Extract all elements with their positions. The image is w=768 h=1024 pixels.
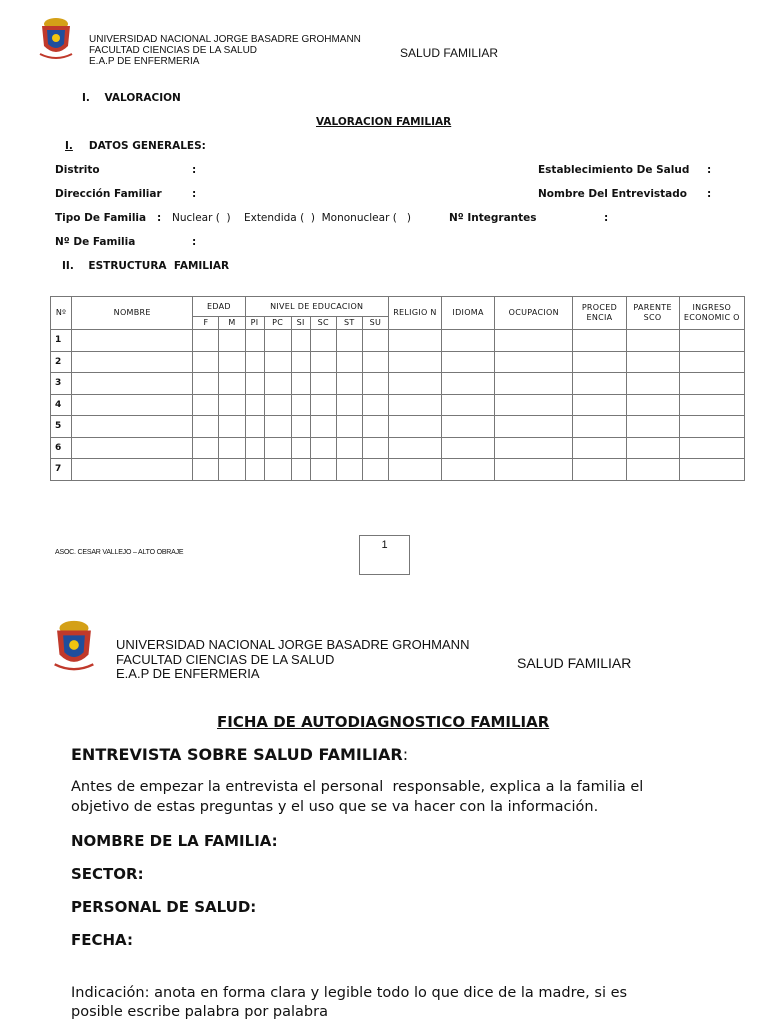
- table-row: [51, 394, 745, 416]
- th-m: M: [219, 317, 245, 330]
- general-heading: [65, 140, 206, 152]
- table-cell[interactable]: [573, 394, 626, 416]
- label-family-name: NOMBRE DE LA FAMILIA:: [71, 832, 278, 850]
- th-ingreso: INGRESO ECONOMIC O: [679, 297, 744, 330]
- table-cell[interactable]: [193, 459, 219, 481]
- table-cell[interactable]: [219, 373, 245, 395]
- table-cell[interactable]: [245, 351, 264, 373]
- label-integrantes: Nº Integrantes: [449, 212, 537, 224]
- colon-direccion: :: [192, 188, 197, 200]
- table-cell[interactable]: [245, 437, 264, 459]
- table-cell[interactable]: [291, 351, 310, 373]
- interview-heading-colon: :: [402, 745, 409, 764]
- tipo-familia-options: Nuclear ( ) Extendida ( ) Mononuclear ( ): [172, 212, 411, 224]
- ficha-title: FICHA DE AUTODIAGNOSTICO FAMILIAR: [217, 713, 550, 731]
- header-school-2: E.A.P DE ENFERMERIA: [116, 666, 260, 681]
- table-cell[interactable]: [442, 373, 495, 395]
- table-cell[interactable]: [291, 459, 310, 481]
- th-pc: PC: [264, 317, 291, 330]
- table-cell[interactable]: [626, 437, 679, 459]
- table-cell[interactable]: [388, 394, 441, 416]
- table-cell[interactable]: [291, 373, 310, 395]
- row-number: 3: [51, 373, 72, 395]
- table-cell[interactable]: [495, 330, 573, 352]
- table-cell[interactable]: [495, 373, 573, 395]
- table-cell[interactable]: [388, 437, 441, 459]
- table-cell[interactable]: [336, 394, 362, 416]
- interview-heading-text: ENTREVISTA SOBRE SALUD FAMILIAR: [71, 745, 403, 764]
- table-row: [51, 459, 745, 481]
- table-cell[interactable]: [336, 459, 362, 481]
- label-fecha: FECHA:: [71, 931, 133, 949]
- table-cell[interactable]: [310, 373, 336, 395]
- header-right-title: SALUD FAMILIAR: [400, 46, 499, 60]
- table-cell[interactable]: [626, 394, 679, 416]
- table-cell[interactable]: [264, 437, 291, 459]
- header-university: UNIVERSIDAD NACIONAL JORGE BASADRE GROHMANN: [89, 34, 361, 45]
- table-cell[interactable]: [72, 437, 193, 459]
- table-row: [51, 373, 745, 395]
- table-cell[interactable]: [679, 394, 744, 416]
- table-cell[interactable]: [442, 459, 495, 481]
- table-cell[interactable]: [362, 459, 388, 481]
- table-cell[interactable]: [264, 330, 291, 352]
- table-cell[interactable]: [679, 416, 744, 438]
- table-cell[interactable]: [245, 373, 264, 395]
- th-su: SU: [362, 317, 388, 330]
- row-number: 2: [51, 351, 72, 373]
- page-number: 1: [381, 539, 388, 551]
- table-cell[interactable]: [573, 330, 626, 352]
- colon-integrantes: :: [604, 212, 609, 224]
- table-cell[interactable]: [626, 373, 679, 395]
- table-cell[interactable]: [219, 416, 245, 438]
- colon-num-familia: :: [192, 236, 197, 248]
- table-cell[interactable]: [679, 330, 744, 352]
- th-sc: SC: [310, 317, 336, 330]
- table-cell[interactable]: [388, 330, 441, 352]
- th-pi: PI: [245, 317, 264, 330]
- table-cell[interactable]: [72, 351, 193, 373]
- table-row: [51, 437, 745, 459]
- table-cell[interactable]: [310, 416, 336, 438]
- form-title: VALORACION FAMILIAR: [316, 116, 452, 128]
- table-cell[interactable]: [219, 459, 245, 481]
- table-cell[interactable]: [495, 459, 573, 481]
- table-row: [51, 351, 745, 373]
- th-procedencia: PROCED ENCIA: [573, 297, 626, 330]
- indication-line-1: Indicación: anota en forma clara y legible todo lo que dice de la madre, si es: [71, 985, 628, 1001]
- general-heading-num: I.: [65, 140, 73, 152]
- table-cell[interactable]: [193, 437, 219, 459]
- th-idioma: IDIOMA: [442, 297, 495, 330]
- table-row: [51, 416, 745, 438]
- th-st: ST: [336, 317, 362, 330]
- table-cell[interactable]: [442, 351, 495, 373]
- table-cell[interactable]: [362, 416, 388, 438]
- table-cell[interactable]: [193, 351, 219, 373]
- table-cell[interactable]: [573, 459, 626, 481]
- th-religion: RELIGIO N: [388, 297, 441, 330]
- row-number: 6: [51, 437, 72, 459]
- structure-heading: II. ESTRUCTURA FAMILIAR: [62, 260, 230, 272]
- table-cell[interactable]: [362, 330, 388, 352]
- table-cell[interactable]: [291, 416, 310, 438]
- table-cell[interactable]: [388, 351, 441, 373]
- interview-heading: [71, 745, 408, 764]
- table-cell[interactable]: [264, 459, 291, 481]
- intro-line-2: objetivo de estas preguntas y el uso que se va hacer con la información.: [71, 799, 599, 815]
- table-cell[interactable]: [336, 351, 362, 373]
- colon-establecimiento: :: [707, 164, 712, 176]
- table-cell[interactable]: [193, 330, 219, 352]
- th-parentesco: PARENTE SCO: [626, 297, 679, 330]
- table-cell[interactable]: [679, 373, 744, 395]
- th-nombre: NOMBRE: [72, 297, 193, 330]
- header-faculty-2: FACULTAD CIENCIAS DE LA SALUD: [116, 652, 335, 667]
- header-university-2: UNIVERSIDAD NACIONAL JORGE BASADRE GROHMANN: [116, 637, 470, 652]
- header-right-title-2: SALUD FAMILIAR: [517, 655, 632, 671]
- table-cell[interactable]: [310, 459, 336, 481]
- footer-association: ASOC. CESAR VALLEJO – ALTO OBRAJE: [55, 549, 184, 556]
- table-cell[interactable]: [362, 373, 388, 395]
- table-body: [51, 330, 745, 481]
- university-logo: [36, 14, 76, 62]
- colon-entrevistado: :: [707, 188, 712, 200]
- table-cell[interactable]: [388, 416, 441, 438]
- general-heading-text: DATOS GENERALES:: [88, 140, 206, 152]
- table-row: [51, 330, 745, 352]
- th-ocupacion: OCUPACION: [495, 297, 573, 330]
- table-cell[interactable]: [626, 330, 679, 352]
- header-faculty: FACULTAD CIENCIAS DE LA SALUD: [89, 45, 258, 56]
- table-cell[interactable]: [495, 394, 573, 416]
- table-cell[interactable]: [264, 373, 291, 395]
- table-cell[interactable]: [573, 437, 626, 459]
- table-cell[interactable]: [362, 351, 388, 373]
- table-cell[interactable]: [245, 330, 264, 352]
- table-cell[interactable]: [336, 416, 362, 438]
- table-cell[interactable]: [495, 351, 573, 373]
- table-cell[interactable]: [291, 437, 310, 459]
- intro-line-1: Antes de empezar la entrevista el personal responsable, explica a la familia el: [71, 779, 644, 795]
- table-cell[interactable]: [310, 437, 336, 459]
- table-cell[interactable]: [495, 416, 573, 438]
- table-cell[interactable]: [362, 394, 388, 416]
- label-distrito: Distrito: [55, 164, 100, 176]
- table-cell[interactable]: [193, 373, 219, 395]
- table-cell[interactable]: [310, 394, 336, 416]
- table-cell[interactable]: [291, 330, 310, 352]
- table-cell[interactable]: [72, 459, 193, 481]
- table-cell[interactable]: [336, 330, 362, 352]
- table-cell[interactable]: [362, 437, 388, 459]
- label-personal-salud: PERSONAL DE SALUD:: [71, 898, 257, 916]
- table-cell[interactable]: [442, 437, 495, 459]
- th-nivel-educacion: NIVEL DE EDUCACION: [245, 297, 388, 317]
- row-number: 5: [51, 416, 72, 438]
- table-cell[interactable]: [193, 416, 219, 438]
- th-num: Nº: [51, 297, 72, 330]
- table-cell[interactable]: [72, 394, 193, 416]
- family-structure-table: [50, 296, 745, 481]
- table-cell[interactable]: [72, 373, 193, 395]
- colon-distrito: :: [192, 164, 197, 176]
- table-cell[interactable]: [193, 394, 219, 416]
- label-direccion: Dirección Familiar: [55, 188, 162, 200]
- table-cell[interactable]: [264, 351, 291, 373]
- table-cell[interactable]: [679, 437, 744, 459]
- th-f: F: [193, 317, 219, 330]
- page-number-box: [359, 535, 410, 575]
- row-number: 1: [51, 330, 72, 352]
- table-cell[interactable]: [219, 330, 245, 352]
- th-edad: EDAD: [193, 297, 245, 317]
- label-tipo-familia: Tipo De Familia: [55, 212, 147, 224]
- table-cell[interactable]: [219, 437, 245, 459]
- table-cell[interactable]: [264, 416, 291, 438]
- table-cell[interactable]: [442, 416, 495, 438]
- section-heading-valoracion: I. VALORACION: [82, 92, 181, 104]
- table-cell[interactable]: [245, 416, 264, 438]
- colon-tipo: :: [157, 212, 162, 224]
- table-cell[interactable]: [219, 394, 245, 416]
- table-cell[interactable]: [626, 459, 679, 481]
- table-cell[interactable]: [573, 351, 626, 373]
- table-cell[interactable]: [336, 437, 362, 459]
- table-cell[interactable]: [245, 459, 264, 481]
- label-num-familia: Nº De Familia: [55, 236, 136, 248]
- row-number: 7: [51, 459, 72, 481]
- table-cell[interactable]: [72, 330, 193, 352]
- table-cell[interactable]: [495, 437, 573, 459]
- table-cell[interactable]: [573, 373, 626, 395]
- table-cell[interactable]: [219, 351, 245, 373]
- table-cell[interactable]: [388, 459, 441, 481]
- table-cell[interactable]: [388, 373, 441, 395]
- table-cell[interactable]: [264, 394, 291, 416]
- table-cell[interactable]: [310, 351, 336, 373]
- table-cell[interactable]: [336, 373, 362, 395]
- row-number: 4: [51, 394, 72, 416]
- label-establecimiento: Establecimiento De Salud: [538, 164, 690, 176]
- table-cell[interactable]: [245, 394, 264, 416]
- university-logo: [48, 616, 100, 674]
- table-cell[interactable]: [310, 330, 336, 352]
- table-cell[interactable]: [626, 351, 679, 373]
- table-cell[interactable]: [573, 416, 626, 438]
- indication-line-2: posible escribe palabra por palabra: [71, 1004, 328, 1020]
- table-cell[interactable]: [72, 416, 193, 438]
- label-sector: SECTOR:: [71, 865, 144, 883]
- table-cell[interactable]: [679, 351, 744, 373]
- table-cell[interactable]: [291, 394, 310, 416]
- table-cell[interactable]: [679, 459, 744, 481]
- table-cell[interactable]: [442, 330, 495, 352]
- label-entrevistado: Nombre Del Entrevistado: [538, 188, 687, 200]
- header-school: E.A.P DE ENFERMERIA: [89, 56, 200, 67]
- th-si: SI: [291, 317, 310, 330]
- table-cell[interactable]: [626, 416, 679, 438]
- table-cell[interactable]: [442, 394, 495, 416]
